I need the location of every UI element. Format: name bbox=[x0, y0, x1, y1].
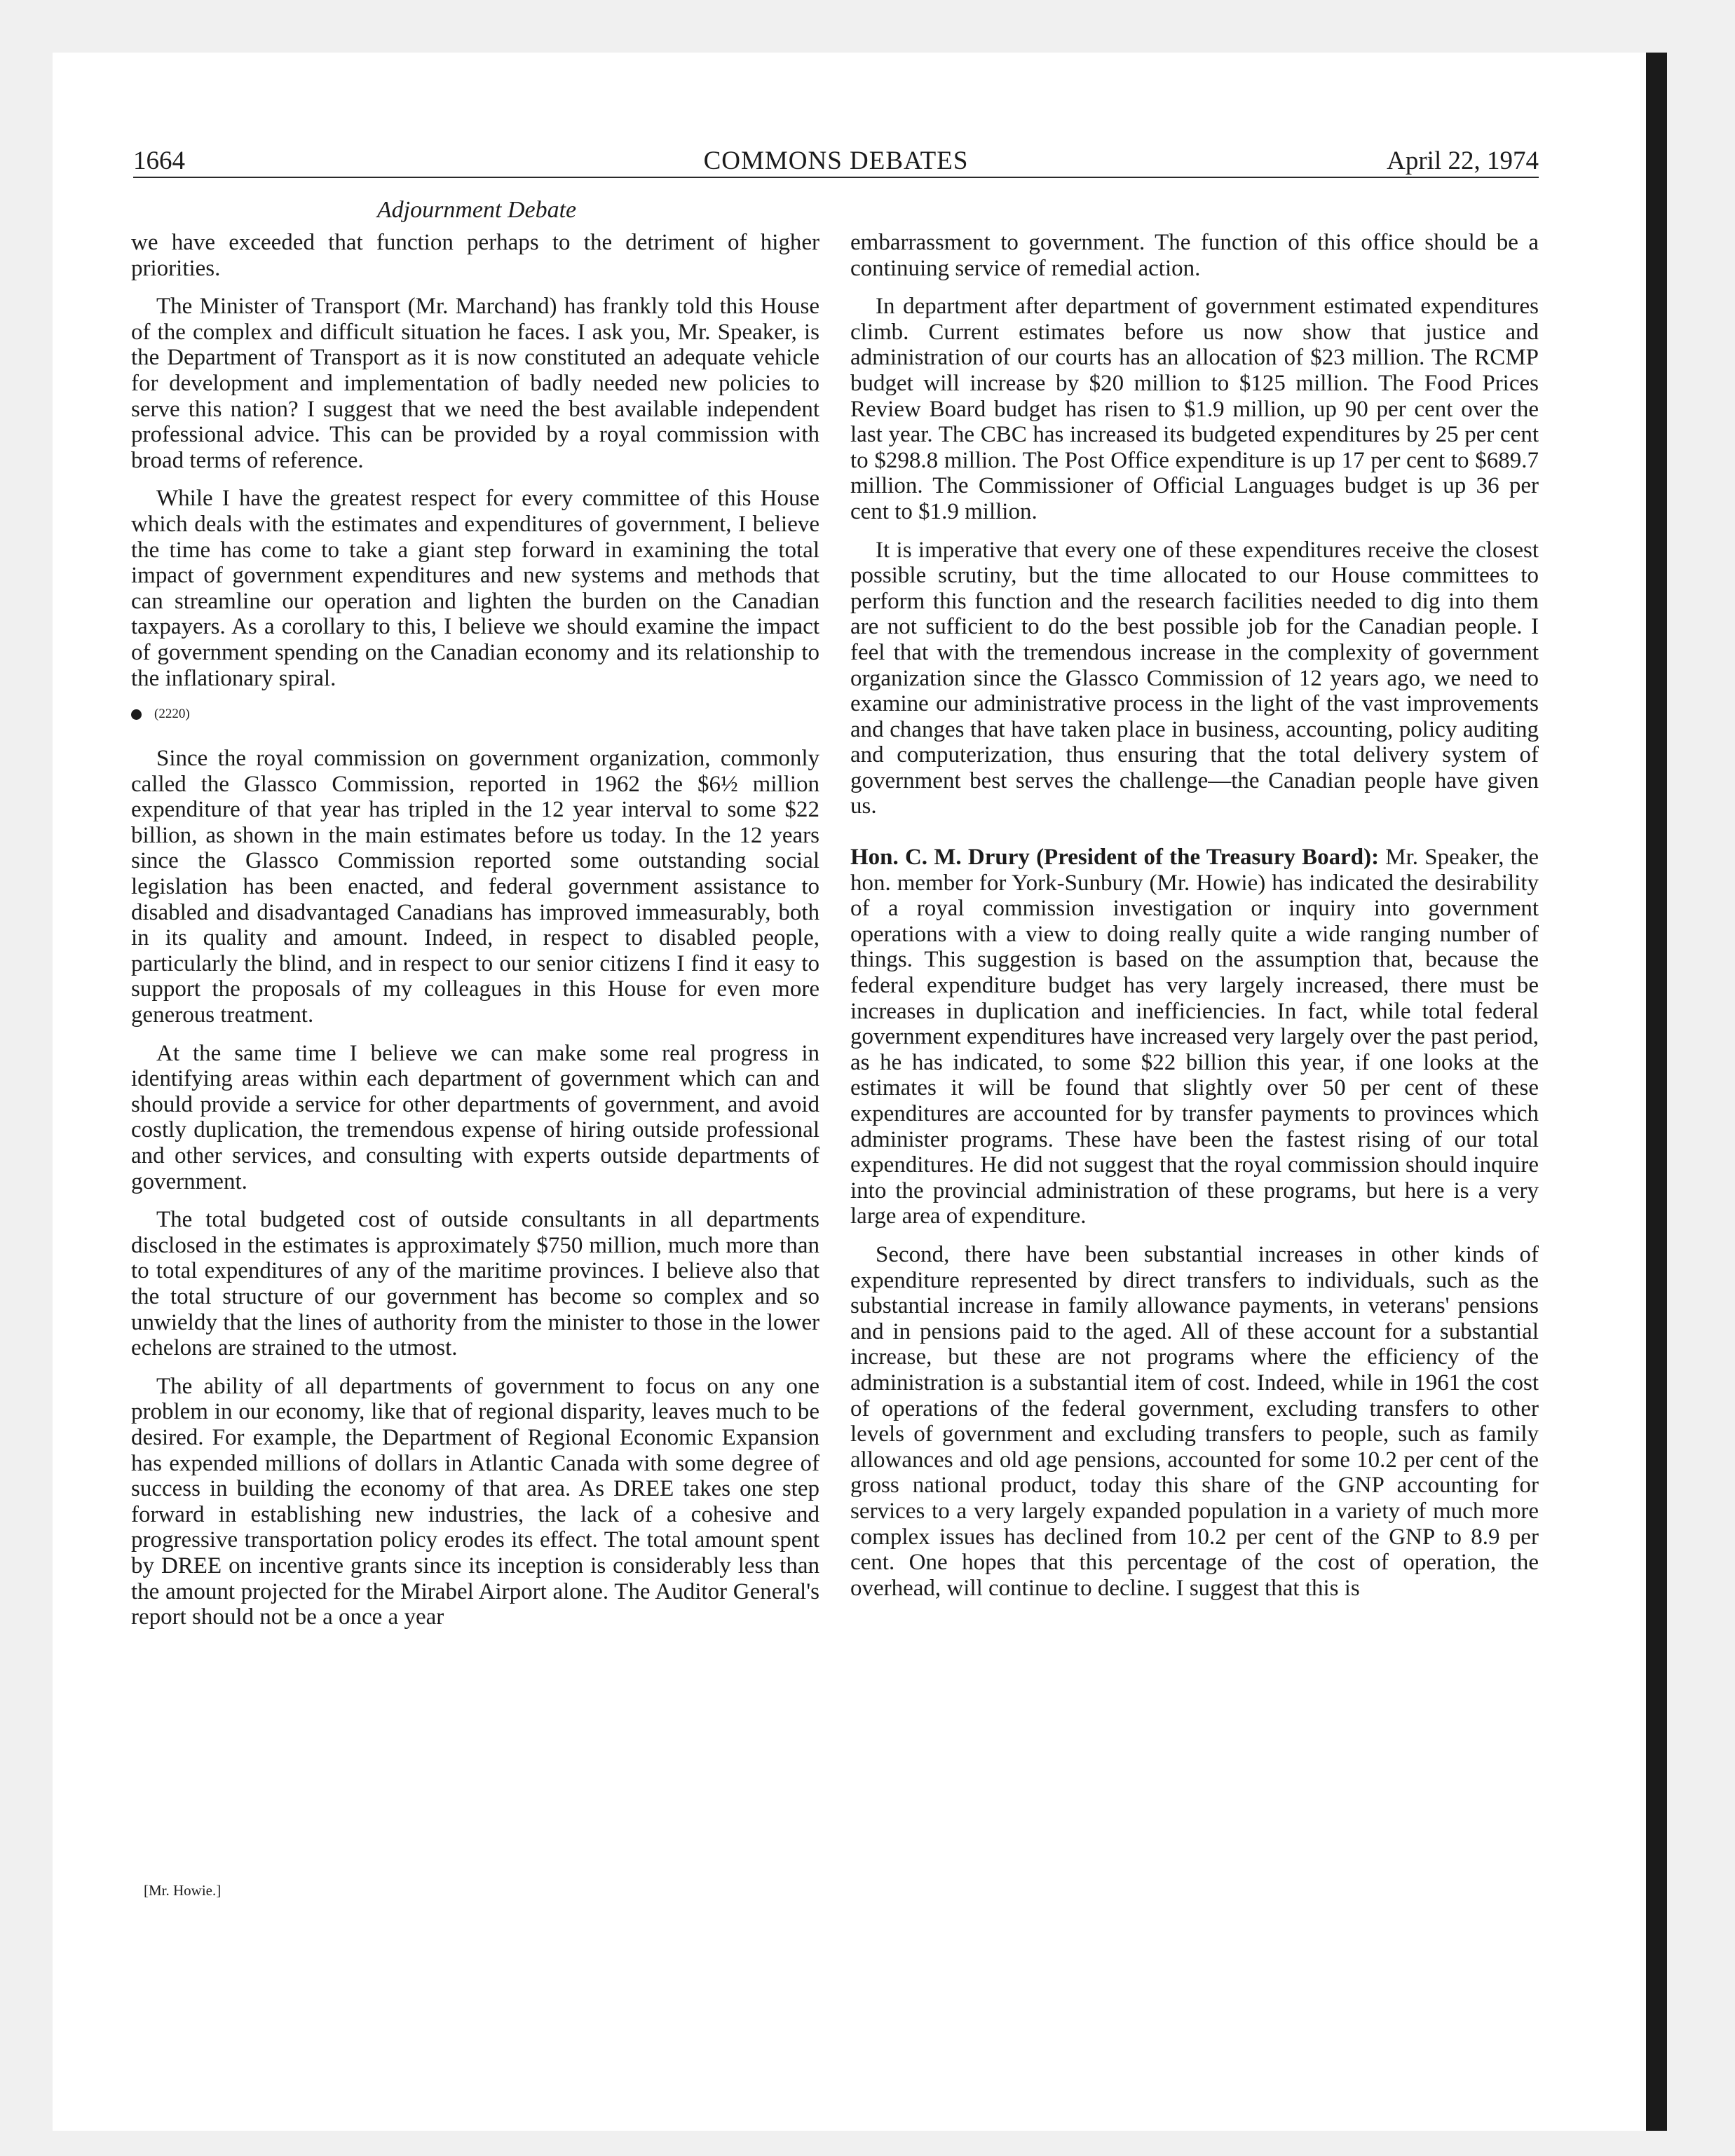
paragraph: In department after department of government estimated expenditures climb. Current estimates before us now show that justice and administration of our courts has an allocation of $23 million. The RCMP budget will increase by $20 million to $125 million. The Food Prices Review Board budget has risen to $1.9 million, up 90 per cent over the last year. The CBC has increased its budgeted expenditures by 25 per cent to $298.8 million. The Post Office expenditure is up 17 per cent to $689.7 million. The Commissioner of Official Languages budget is up 36 per cent to $1.9 million. bbox=[850, 294, 1539, 524]
paragraph: The ability of all departments of government to focus on any one problem in our economy, like that of regional disparity, leaves much to be desired. For example, the Department of Regional Economic Expansion has expended millions of dollars in Atlantic Canada with some degree of success in building the economy of that area. As DREE takes one step forward in establishing new industries, the lack of a cohesive and progressive transportation policy erodes its effect. The total amount spent by DREE on incentive grants since its inception is considerably less than the amount projected for the Mirabel Airport alone. The Auditor General's report should not be a once a year bbox=[131, 1373, 819, 1630]
paragraph: It is imperative that every one of these expenditures receive the closest possible scrutiny, but the time allocated to our House committees to perform this function and the research facilities needed to dig into them are not sufficient to do the best possible job for the Canadian people. I feel that with the tremendous increase in the complexity of government organization since the Glassco Commission of 12 years ago, we need to examine our administrative process in the light of the vast improvements and changes that have taken place in business, accounting, policy auditing and computerization, thus ensuring that the total delivery system of government best serves the challenge—the Canadian people have given us. bbox=[850, 537, 1539, 819]
speaker-note: [Mr. Howie.] bbox=[144, 1882, 222, 1899]
speaker-name: Hon. C. M. Drury (President of the Treasury Board): bbox=[850, 845, 1380, 871]
header-rule bbox=[133, 177, 1539, 178]
left-column bbox=[131, 230, 819, 1643]
publication-title: COMMONS DEBATES bbox=[703, 146, 969, 175]
paragraph: While I have the greatest respect for every committee of this House which deals with the estimates and expenditures of government, I believe the time has come to take a giant step forward in examining the total impact of government expenditures and new systems and methods that can streamline our operation and lighten the burden on the Canadian taxpayers. As a corollary to this, I believe we should examine the impact of government spending on the Canadian economy and its relationship to the inflationary spiral. bbox=[131, 486, 819, 691]
paragraph: The total budgeted cost of outside consultants in all departments disclosed in the estimates is approximately $750 million, much more than to total expenditures of any of the maritime provinces. I believe also that the total structure of our government has become so complex and so unwieldy that the lines of authority from the minister to those in the lower echelons are strained to the utmost. bbox=[131, 1207, 819, 1361]
bullet-icon bbox=[131, 709, 142, 720]
paragraph: The Minister of Transport (Mr. Marchand) has frankly told this House of the complex and difficult situation he faces. I ask you, Mr. Speaker, is the Department of Transport as it is now constituted an adequate vehicle for development and implementation of badly needed new policies to serve this nation? I suggest that we need the best available independent professional advice. This can be provided by a royal commission with broad terms of reference. bbox=[131, 294, 819, 473]
speech-text: Mr. Speaker, the hon. member for York-Sunbury (Mr. Howie) has indicated the desirability of a royal commission investigation or inquiry into government operations with a view to doing really quite a wide ranging number of things. This suggestion is based on the assumption that, because the federal expenditure budget has very largely increased, there must be increases in duplication and inefficiencies. In fact, while total federal government expenditures have increased very largely over the past period, as he has indicated, to some $22 billion this year, if one looks at the estimates it will be found that slightly over 50 per cent of these expenditures are accounted for by transfer payments to provinces which administer programs. These have been the fastest rising of our total expenditures. He did not suggest that the royal commission should inquire into the provincial administration of these programs, but here is a very large area of expenditure. bbox=[850, 845, 1539, 1229]
paragraph: embarrassment to government. The function of this office should be a continuing service of remedial action. bbox=[850, 230, 1539, 281]
time-marker-label: (2220) bbox=[154, 707, 190, 722]
paragraph: Since the royal commission on government organization, commonly called the Glassco Commission, reported in 1962 the $6½ million expenditure of that year has tripled in the 12 year interval to some $22 billion, as shown in the main estimates before us today. In the 12 years since the Glassco Commission reported some outstanding social legislation has been enacted, and federal government assistance to disabled and disadvantaged Canadians has improved immeasurably, both in its quality and amount. Indeed, in respect to disabled people, particularly the blind, and in respect to our senior citizens I find it easy to support the proposals of my colleagues in this House for even more generous treatment. bbox=[131, 746, 819, 1028]
time-marker bbox=[131, 704, 819, 725]
page-number: 1664 bbox=[133, 146, 185, 175]
section-title: Adjournment Debate bbox=[376, 197, 577, 223]
page-header bbox=[133, 144, 1539, 179]
paragraph: At the same time I believe we can make some real progress in identifying areas within each department of government which can and should provide a service for other departments of government, and avoid costly duplication, the tremendous expense of hiring outside professional and other services, and consulting with experts outside departments of government. bbox=[131, 1040, 819, 1194]
paragraph: Second, there have been substantial increases in other kinds of expenditure represented by direct transfers to individuals, such as the substantial increase in family allowance payments, in veterans' pensions and in pensions paid to the aged. All of these account for a substantial increase, but these are not programs where the efficiency of the administration is a substantial item of cost. Indeed, while in 1961 the cost of operations of the federal government, excluding transfers to other levels of government and excluding transfers to people, such as family allowances and old age pensions, accounted for some 10.2 per cent of the gross national product, today this share of the GNP accounting for services to a very largely expanded population in a variety of much more complex issues has declined from 10.2 per cent of the GNP to 8.9 per cent. One hopes that this percentage of the cost of operation, the overhead, will continue to decline. I suggest that this is bbox=[850, 1241, 1539, 1601]
scan-edge-bar bbox=[1646, 53, 1667, 2131]
paragraph: we have exceeded that function perhaps to the detriment of higher priorities. bbox=[131, 230, 819, 281]
header-date: April 22, 1974 bbox=[1387, 146, 1539, 175]
speech-paragraph bbox=[850, 845, 1539, 1229]
right-column bbox=[850, 230, 1539, 1613]
